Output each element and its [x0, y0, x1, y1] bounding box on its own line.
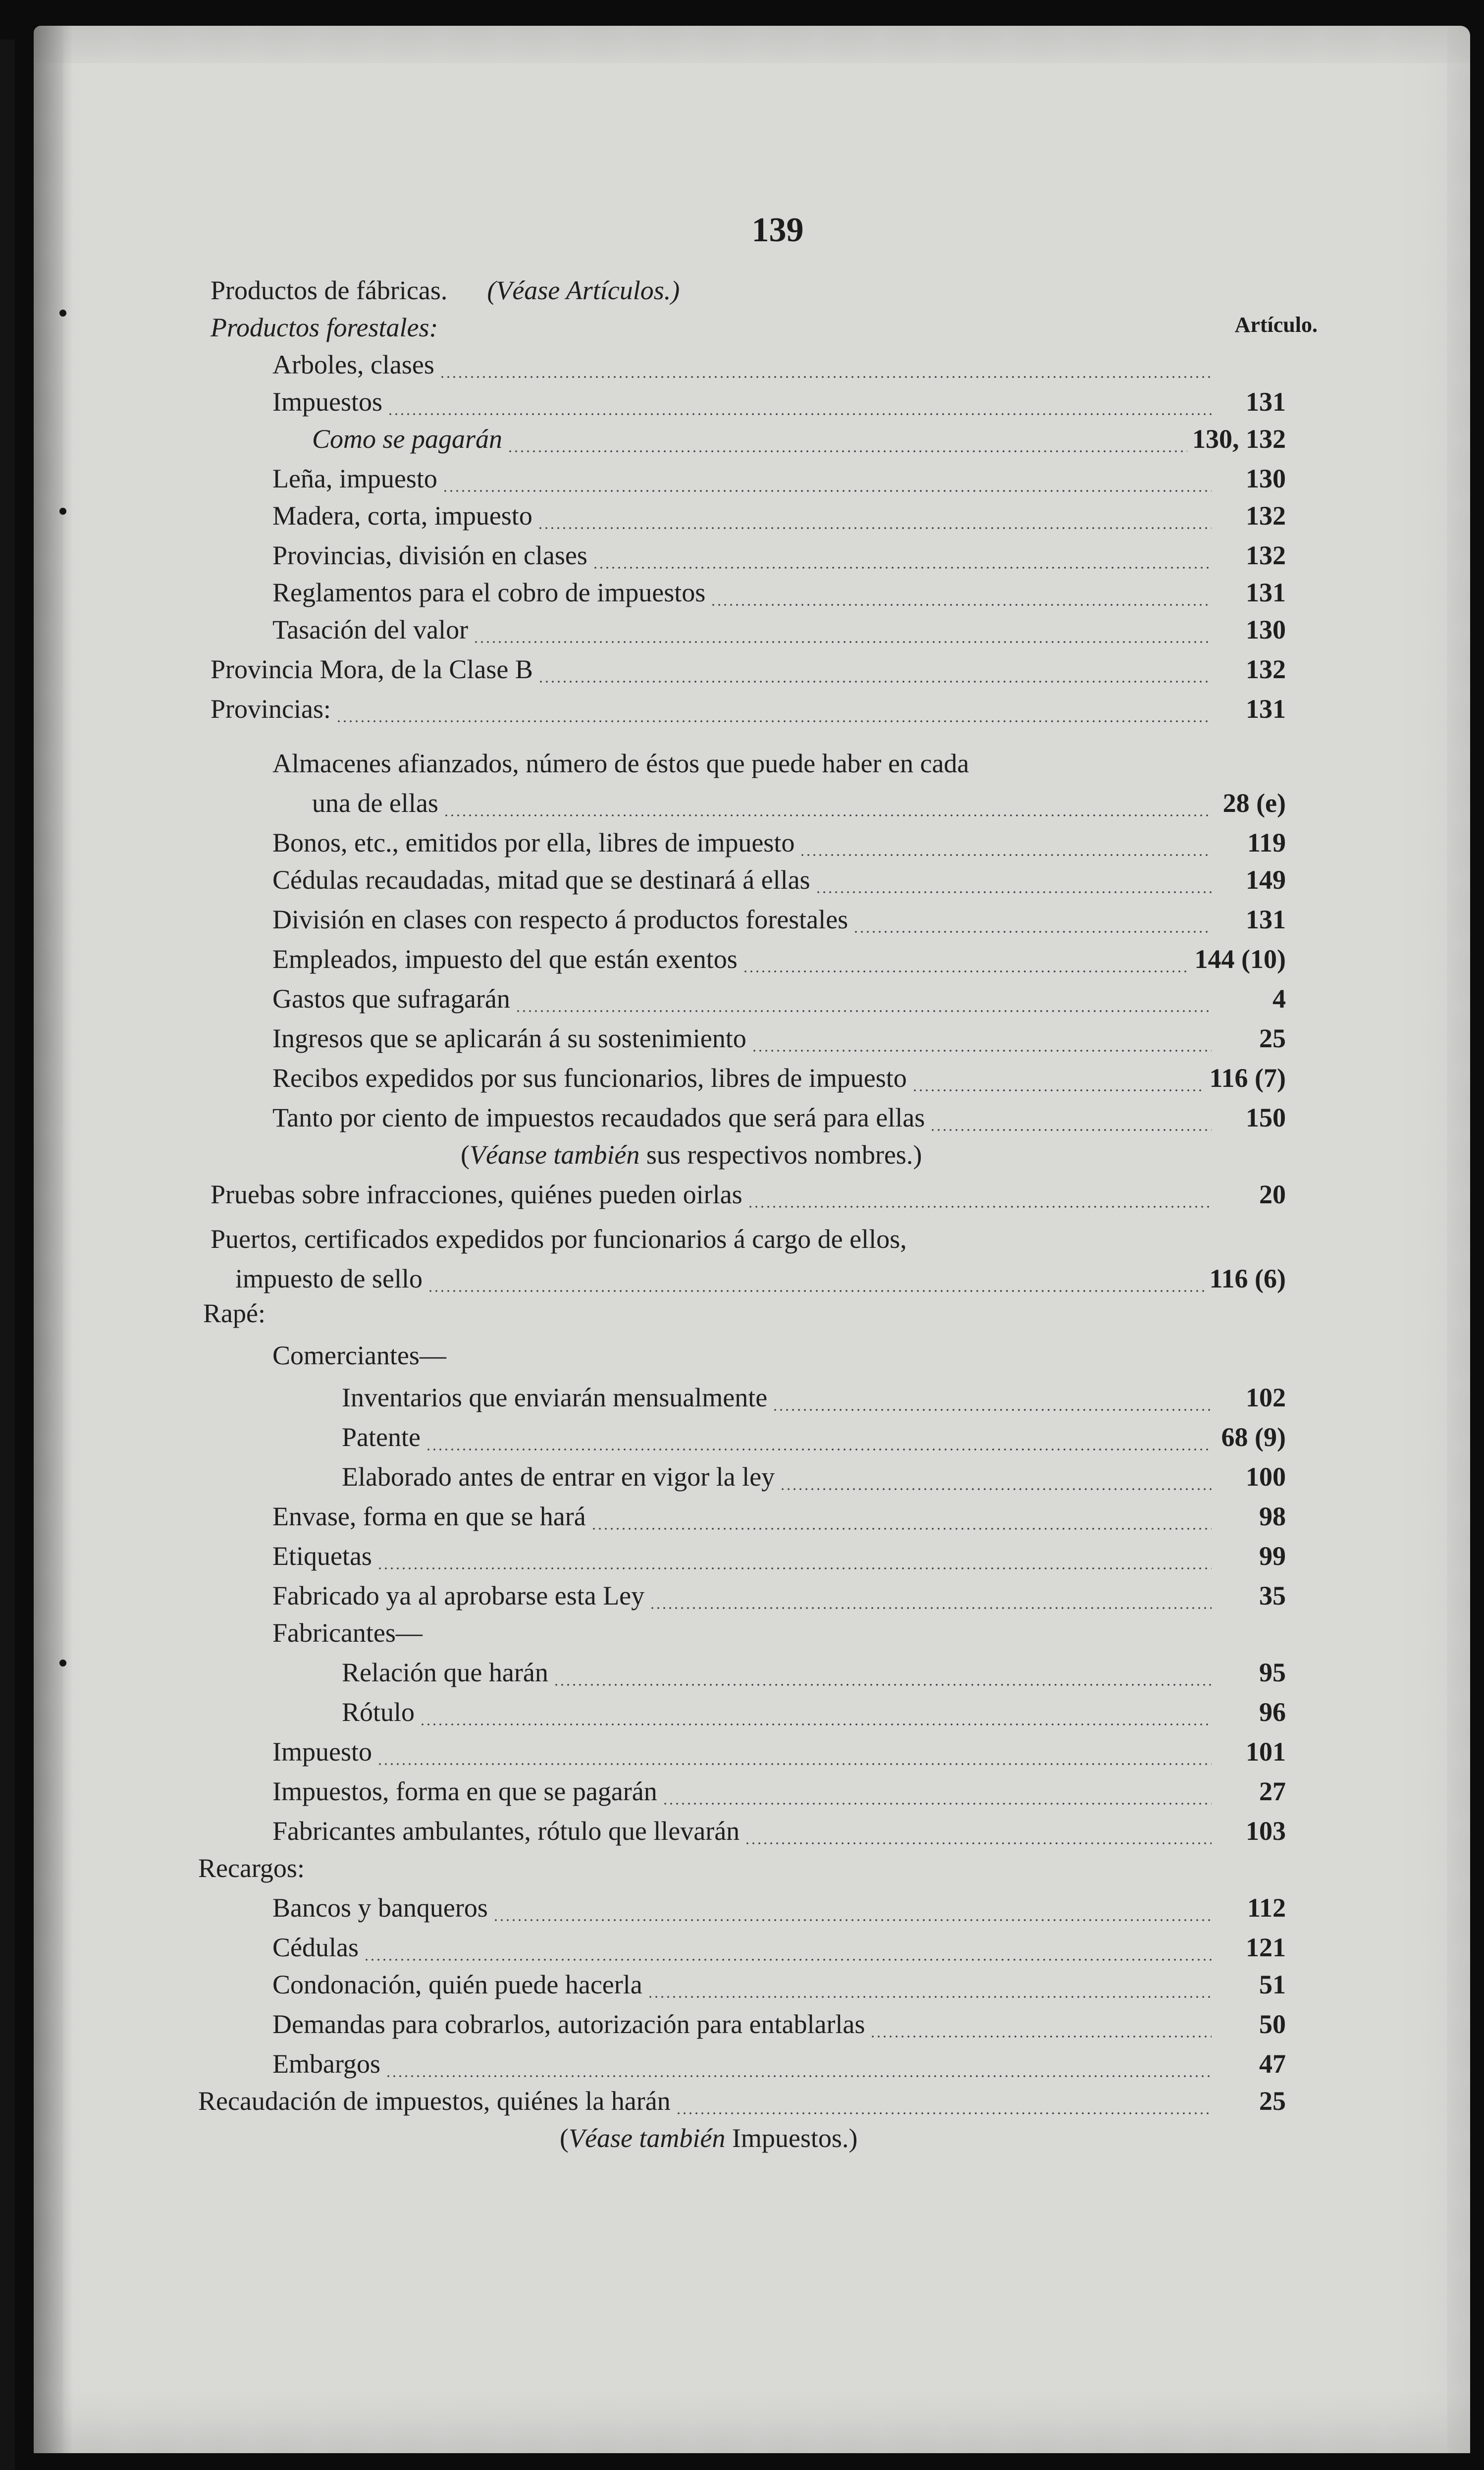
dot-leader: [591, 1528, 1212, 1530]
dot-leader: [780, 1488, 1212, 1490]
index-entry: [272, 1932, 1286, 1970]
article-number: 95: [1259, 1658, 1286, 1687]
entry-text: Productos forestales:: [211, 313, 438, 342]
see-also-target: Impuestos.: [732, 2123, 849, 2153]
article-number: 103: [1246, 1816, 1286, 1846]
dot-leader: [538, 681, 1212, 683]
entry-text: Leña, impuesto: [272, 464, 437, 493]
see-also-note: (Véanse también sus respectivos nombres.): [461, 1140, 922, 1170]
article-number: 35: [1259, 1581, 1286, 1611]
entry-text: Rótulo: [342, 1697, 415, 1727]
index-entry: [342, 1697, 1286, 1734]
entry-text: Impuestos: [272, 387, 382, 417]
entry-text: Impuesto: [272, 1737, 372, 1767]
article-number: 47: [1259, 2049, 1286, 2079]
entry-text: Recibos expedidos por sus funcionarios, libres de impuesto: [272, 1063, 907, 1093]
index-entry: [272, 1892, 1286, 1930]
article-number: 102: [1246, 1383, 1286, 1412]
article-number: 51: [1259, 1970, 1286, 1999]
index-entry: [272, 2009, 1286, 2046]
index-entry: [272, 904, 1286, 942]
dot-leader: [747, 1206, 1212, 1208]
entry-text: División en clases con respecto á productos forestales: [272, 905, 848, 934]
index-entry: [312, 788, 1286, 825]
article-number: 131: [1246, 905, 1286, 934]
index-entry: [272, 1617, 423, 1655]
article-number: 68 (9): [1221, 1422, 1286, 1452]
dot-leader: [507, 450, 1187, 452]
entry-text: Reglamentos para el cobro de impuestos: [272, 578, 706, 607]
index-entry: [342, 1382, 1286, 1420]
article-number: 144 (10): [1194, 944, 1286, 974]
article-number: 132: [1246, 654, 1286, 684]
entry-text: Provincia Mora, de la Clase B: [211, 654, 533, 684]
entry-text: Productos de fábricas.: [211, 275, 448, 305]
entry-text: Recargos:: [198, 1853, 305, 1883]
index-entry: [272, 1736, 1286, 1774]
dot-leader: [912, 1089, 1205, 1091]
dot-leader: [553, 1684, 1212, 1686]
index-entry: [272, 1969, 1286, 2007]
dot-leader: [377, 1567, 1212, 1569]
index-entry: [272, 349, 1286, 387]
entry-text: Bonos, etc., emitidos por ella, libres de impuesto: [272, 828, 795, 858]
dot-leader: [772, 1409, 1212, 1411]
entry-text: Provincias, división en clases: [272, 540, 587, 570]
entry-text: Arboles, clases: [272, 350, 434, 379]
article-number: 150: [1246, 1103, 1286, 1132]
article-number: 130: [1246, 464, 1286, 493]
article-number: 116 (6): [1209, 1264, 1286, 1293]
dot-leader: [439, 376, 1212, 378]
index-entry: [211, 654, 1286, 692]
index-entry: [272, 1023, 1286, 1061]
entry-text: Envase, forma en que se hará: [272, 1502, 586, 1531]
dot-leader: [710, 604, 1212, 606]
dot-leader: [377, 1763, 1212, 1765]
dot-leader: [751, 1050, 1212, 1052]
article-column-header: Artículo.: [1234, 313, 1318, 337]
dot-leader: [592, 567, 1212, 569]
dot-leader: [744, 1842, 1212, 1844]
article-number: 25: [1259, 2086, 1286, 2116]
entry-text: una de ellas: [312, 788, 438, 818]
entry-text: Demandas para cobrarlos, autorización para entablarlas: [272, 2009, 865, 2039]
see-also-label: Véase también: [568, 2123, 726, 2153]
article-number: 121: [1246, 1933, 1286, 1962]
entry-text: Como se pagarán: [312, 424, 503, 454]
article-number: 28 (e): [1222, 788, 1286, 818]
entry-text: Patente: [342, 1422, 421, 1452]
index-entry: [272, 463, 1286, 501]
dot-leader: [930, 1129, 1212, 1131]
article-number: 119: [1247, 828, 1286, 858]
entry-text: Cédulas recaudadas, mitad que se destinará á ellas: [272, 865, 810, 895]
entry-text: Relación que harán: [342, 1658, 548, 1687]
dot-leader: [662, 1803, 1212, 1805]
entry-text: Ingresos que se aplicarán á su sostenimiento: [272, 1023, 746, 1053]
dot-leader: [647, 1996, 1212, 1998]
article-number: 4: [1272, 984, 1286, 1014]
index-entry: [272, 2048, 1286, 2086]
dot-leader: [385, 2075, 1212, 2077]
article-number: 132: [1246, 501, 1286, 531]
see-also-label: Véanse también: [469, 1140, 640, 1170]
see-also-note: (Véase también Impuestos.): [560, 2123, 858, 2153]
index-entry: [203, 1298, 265, 1336]
index-entry: [272, 540, 1286, 578]
index-entry: [272, 386, 1286, 424]
entry-text: Pruebas sobre infracciones, quiénes pueden oirlas: [211, 1180, 742, 1209]
entry-text: impuesto de sello: [235, 1264, 423, 1293]
index-entry: [272, 1102, 1286, 1140]
dot-leader: [676, 2112, 1212, 2114]
entry-text: Tanto por ciento de impuestos recaudados que será para ellas: [272, 1103, 925, 1132]
dot-leader: [515, 1010, 1212, 1012]
article-number: 130: [1246, 615, 1286, 644]
index-entry: [272, 1063, 1286, 1100]
entry-text: Madera, corta, impuesto: [272, 501, 532, 531]
index-entry: [211, 275, 680, 313]
dot-leader: [336, 720, 1212, 722]
entry-text: Empleados, impuesto del que están exentos: [272, 944, 738, 974]
article-number: 27: [1259, 1776, 1286, 1806]
article-number: 20: [1259, 1180, 1286, 1209]
dot-leader: [493, 1919, 1212, 1921]
index-entry: [211, 1179, 1286, 1217]
dot-leader: [425, 1449, 1212, 1450]
index-entry: [272, 944, 1286, 981]
index-entry: [312, 424, 1286, 461]
entry-text: Cédulas: [272, 1933, 359, 1962]
dot-leader: [537, 527, 1212, 529]
index-entry: [272, 1541, 1286, 1578]
article-number: 50: [1259, 2009, 1286, 2039]
dot-leader: [387, 413, 1212, 415]
index-entry: [272, 827, 1286, 865]
article-number: 131: [1246, 578, 1286, 607]
article-number: 99: [1259, 1541, 1286, 1571]
index-entry: [272, 748, 969, 786]
index-entry: [272, 1580, 1286, 1618]
index-entry: [272, 864, 1286, 902]
article-number: 131: [1246, 694, 1286, 724]
see-also-target: sus respectivos nombres.: [646, 1140, 913, 1170]
entry-text: Recaudación de impuestos, quiénes la harán: [198, 2086, 671, 2116]
dot-leader: [442, 490, 1212, 492]
index-entry: [272, 614, 1286, 652]
dot-leader: [853, 931, 1212, 933]
index-entry: [342, 1657, 1286, 1695]
article-number: 112: [1247, 1893, 1286, 1923]
dot-leader: [427, 1290, 1205, 1292]
dot-leader: [742, 970, 1190, 972]
article-number: 130, 132: [1192, 424, 1286, 454]
index-entry: [272, 1776, 1286, 1814]
index-entry: [272, 1340, 446, 1378]
index-entry: [272, 1816, 1286, 1853]
entry-text: Almacenes afianzados, número de éstos que puede haber en cada: [272, 749, 969, 778]
entry-text: Condonación, quién puede hacerla: [272, 1970, 642, 1999]
entry-text: Inventarios que enviarán mensualmente: [342, 1383, 768, 1412]
dot-leader: [799, 854, 1212, 856]
index-entry: [272, 983, 1286, 1021]
entry-text: Rapé:: [203, 1298, 265, 1328]
dot-leader: [364, 1959, 1212, 1961]
dot-leader: [473, 641, 1212, 643]
entry-text: Elaborado antes de entrar en vigor la ley: [342, 1462, 775, 1492]
article-number: 101: [1246, 1737, 1286, 1767]
index-entry: [272, 500, 1286, 538]
index-entry: [342, 1461, 1286, 1499]
article-number: 131: [1246, 387, 1286, 417]
index-entry: [272, 577, 1286, 615]
entry-text: Bancos y banqueros: [272, 1893, 488, 1923]
dot-leader: [420, 1723, 1212, 1725]
article-number: 96: [1259, 1697, 1286, 1727]
index-entry: [211, 312, 438, 350]
entry-text: Comerciantes—: [272, 1341, 446, 1370]
index-entry: [198, 2086, 1286, 2123]
index-entry: [235, 1263, 1286, 1301]
dot-leader: [649, 1607, 1212, 1609]
article-number: 149: [1246, 865, 1286, 895]
index-entry: [211, 1224, 907, 1261]
entry-text: Tasación del valor: [272, 615, 469, 644]
entry-text: Gastos que sufragarán: [272, 984, 510, 1014]
index-entry: [272, 1501, 1286, 1539]
dot-leader: [870, 2036, 1212, 2038]
dot-leader: [815, 891, 1212, 893]
entry-text: Impuestos, forma en que se pagarán: [272, 1776, 657, 1806]
article-number: 100: [1246, 1462, 1286, 1492]
index-entry: [342, 1422, 1286, 1459]
page-number: 139: [751, 211, 804, 249]
entry-text: Puertos, certificados expedidos por funcionarios á cargo de ellos,: [211, 1224, 907, 1254]
entry-text: Fabricantes—: [272, 1618, 423, 1648]
entry-text: Fabricado ya al aprobarse esta Ley: [272, 1581, 645, 1611]
entry-text: Provincias:: [211, 694, 331, 724]
article-number: 98: [1259, 1502, 1286, 1531]
index-entry: [198, 1853, 305, 1890]
see-reference: (Véase Artículos.): [487, 275, 680, 305]
article-number: 25: [1259, 1023, 1286, 1053]
dot-leader: [443, 814, 1212, 816]
article-number: 132: [1246, 540, 1286, 570]
index-entry: [211, 694, 1286, 731]
entry-text: Embargos: [272, 2049, 380, 2079]
article-number: 116 (7): [1209, 1063, 1286, 1093]
entry-text: Etiquetas: [272, 1541, 372, 1571]
entry-text: Fabricantes ambulantes, rótulo que llevarán: [272, 1816, 740, 1846]
